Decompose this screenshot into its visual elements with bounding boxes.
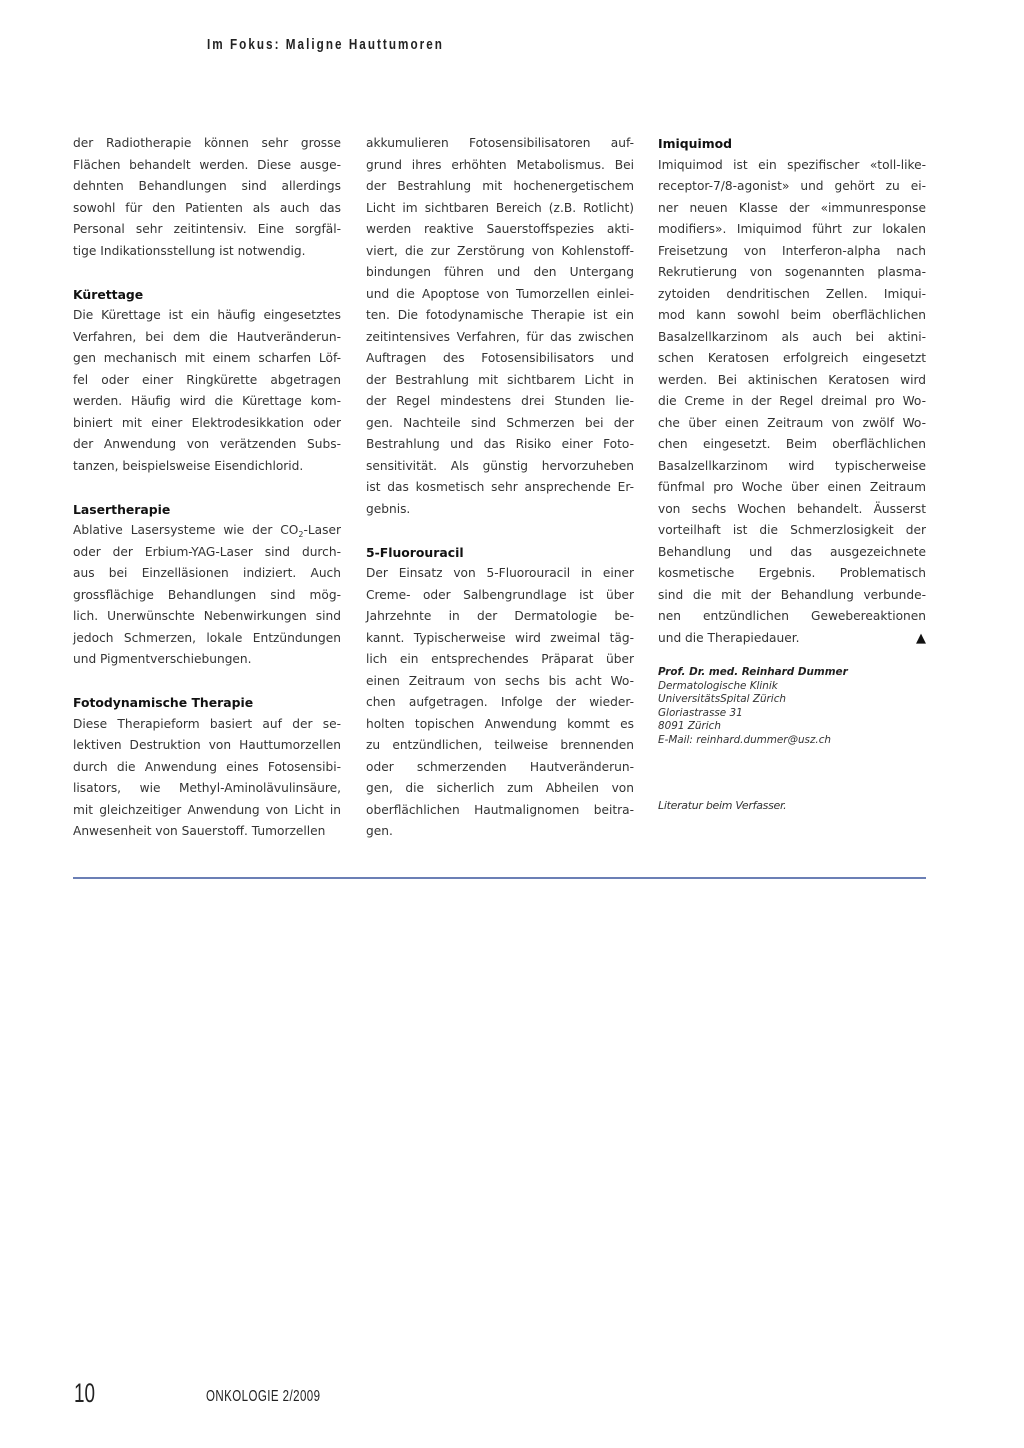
text-line: Der Einsatz von 5-Fluorouracil in einer (366, 566, 634, 580)
text-line: Personal sehr zeitintensiv. Eine sorgfäl- (73, 222, 341, 236)
text-line: durch die Anwendung eines Fotosensibi- (73, 759, 341, 774)
section-heading: 5-Fluorouracil (366, 544, 464, 560)
text-line: sensitivität. Als günstig hervorzuheben (366, 458, 634, 473)
section-heading: Fotodynamische Therapie (73, 695, 254, 710)
text-line: oder der Erbium-YAG-Laser sind durch- (73, 544, 341, 559)
body-paragraph (658, 155, 926, 650)
text-line: Jahrzehnte in der Dermatologie be- (366, 609, 634, 623)
text-line: Anwesenheit von Sauerstoff. Tumorzellen (73, 824, 326, 838)
text-line: und Pigmentverschiebungen. (73, 652, 252, 666)
author-name: Prof. Dr. med. Reinhard Dummer (658, 666, 848, 678)
text-line: Auftragen des Fotosensibilisators und (366, 351, 634, 365)
text-line: der Radiotherapie können sehr grosse (73, 136, 341, 150)
author-department: Dermatologische Klinik (658, 679, 778, 692)
text-line: werden reaktive Sauerstoffspezies akti- (366, 222, 634, 236)
text-line: oberflächlichen Hautmalignomen beitra- (366, 802, 634, 817)
text-line: die Creme in der Regel dreimal pro Wo- (658, 394, 926, 408)
text-line: lektiven Destruktion von Hauttumorzellen (73, 738, 341, 752)
text-line: ist das kosmetisch sehr ansprechende Er- (366, 480, 634, 494)
text-line: einen Zeitraum von sechs bis acht Wo- (366, 673, 634, 688)
text-line: und die Apoptose von Tumorzellen einlei- (366, 286, 634, 301)
author-email[interactable]: E-Mail: reinhard.dummer@usz.ch (658, 733, 832, 746)
text-line: sind die mit der Behandlung verbunde- (658, 587, 926, 602)
text-line: receptor-7/8-agonist» und gehört zu ei- (658, 179, 926, 193)
text-line: fünfmal pro Woche über einen Zeitraum (658, 480, 926, 494)
text-line: mod kann sowohl beim oberflächlichen (658, 308, 926, 322)
section-heading: Imiquimod (658, 136, 732, 151)
text-line: Behandlung und das ausgezeichnete (658, 544, 926, 559)
running-title: Im Fokus: Maligne Hauttumoren (207, 36, 444, 53)
text-line: kosmetische Ergebnis. Problematisch (658, 566, 926, 580)
body-paragraph (366, 563, 634, 843)
section-divider (73, 877, 926, 879)
end-of-article-triangle-icon: ▲ (916, 630, 926, 646)
article-column-3 (658, 133, 926, 649)
text-line: lich ein entsprechendes Präparat über (366, 652, 634, 666)
text-line: werden. Bei aktinischen Keratosen wird (658, 372, 926, 387)
text-line: akkumulieren Fotosensibilisatoren auf- (366, 136, 634, 150)
text-line: ten. Die fotodynamische Therapie ist ein (366, 308, 634, 322)
text-line: der Bestrahlung mit hochenergetischem (366, 179, 634, 193)
text-line: biniert mit einer Elektrodesikkation oder (73, 415, 341, 430)
text-line: tanzen, beispielsweise Eisendichlorid. (73, 458, 304, 473)
text-line: nen entzündlichen Gewebereaktionen (658, 609, 926, 623)
text-line: der Bestrahlung mit sichtbarem Licht in (366, 372, 634, 387)
text-line: zytoiden dendritischen Zellen. Imiqui- (658, 286, 926, 301)
text-line: Basalzellkarzinom wird typischerweise (658, 458, 926, 473)
text-line: aus bei Einzelläsionen indiziert. Auch (73, 566, 341, 580)
text-line: kannt. Typischerweise wird zweimal täg- (366, 630, 634, 645)
text-line: Basalzellkarzinom als auch bei aktini- (658, 329, 926, 344)
literature-note: Literatur beim Verfasser. (658, 799, 787, 812)
text-line: zu entzündlichen, teilweise brennenden (366, 738, 634, 752)
text-line: Licht im sichtbaren Bereich (z.B. Rotlicht) (366, 200, 634, 215)
text-line: lich. Unerwünschte Nebenwirkungen sind (73, 609, 341, 623)
text-line: Die Kürettage ist ein häufig eingesetztes (73, 308, 341, 322)
text-line: Rekrutierung von sogenannten plasma- (658, 265, 926, 279)
text-line: ner neuen Klasse der «immunresponse (658, 200, 926, 215)
text-line: und die Therapiedauer. ▲ (658, 628, 926, 650)
author-block (658, 666, 928, 748)
text-line: mit gleichzeitiger Anwendung von Licht in (73, 802, 341, 817)
body-paragraph (73, 714, 341, 843)
text-line: dehnten Behandlungen sind allerdings (73, 179, 341, 193)
text-line: gen. (366, 824, 393, 838)
text-line: vorteilhaft ist die Schmerzlosigkeit der (658, 523, 926, 537)
text-line: Ablative Lasersysteme wie der $CO_2$-Laser (73, 523, 341, 539)
text-line: schen Keratosen erfolgreich eingesetzt (658, 351, 926, 365)
text-line: tige Indikationsstellung ist notwendig. (73, 243, 306, 258)
text-line: lisators, wie Methyl-Aminolävulinsäure, (73, 781, 341, 795)
body-paragraph (73, 520, 341, 671)
text-line: chen eingesetzt. Beim oberflächlichen (658, 437, 926, 451)
article-column-1 (73, 133, 341, 843)
text-line: jedoch Schmerzen, lokale Entzündungen (73, 630, 341, 645)
text-line: gen mechanisch mit einem scharfen Löf- (73, 351, 341, 365)
text-line: Imiquimod ist ein spezifischer «toll-like- (658, 157, 926, 172)
text-line: Diese Therapieform basiert auf der se- (73, 716, 341, 731)
author-city: 8091 Zürich (658, 720, 721, 733)
text-line: bindungen führen und den Untergang (366, 265, 634, 279)
text-line: Freisetzung von Interferon-alpha nach (658, 243, 926, 258)
text-line: Verfahren, bei dem die Hautveränderun- (73, 329, 341, 344)
page-number: 10 (74, 1378, 96, 1408)
text-line: von sechs Wochen behandelt. Äusserst (658, 501, 926, 516)
body-paragraph (73, 305, 341, 477)
text-line: grund ihres erhöhten Metabolismus. Bei (366, 157, 634, 172)
text-line: zeitintensives Verfahren, für das zwischen (366, 329, 634, 344)
text-line: werden. Häufig wird die Kürettage kom- (73, 394, 341, 408)
text-line: der Anwendung von verätzenden Subs- (73, 437, 341, 451)
section-heading: Lasertherapie (73, 501, 171, 517)
section-heading: Kürettage (73, 286, 144, 302)
body-paragraph (366, 133, 634, 520)
text-line: modifiers». Imiquimod führt zur lokalen (658, 222, 926, 236)
text-line: chen aufgetragen. Infolge der wieder- (366, 695, 634, 709)
text-line: grossflächige Behandlungen sind mög- (73, 587, 341, 602)
text-line: viert, die zur Zerstörung von Kohlenstoff- (366, 243, 634, 258)
text-line: gen. Nachteile sind Schmerzen bei der (366, 415, 634, 430)
text-line: holten topischen Anwendung kommt es (366, 716, 634, 731)
text-line: Flächen behandelt werden. Diese ausge- (73, 157, 341, 172)
journal-issue: ONKOLOGIE 2/2009 (206, 1388, 321, 1405)
text-line: oder schmerzenden Hautveränderun- (366, 759, 634, 774)
text-line: gebnis. (366, 501, 411, 516)
text-line: sowohl für den Patienten als auch das (73, 200, 341, 215)
body-paragraph (73, 133, 341, 262)
text-line: che über einen Zeitraum von zwölf Wo- (658, 415, 926, 430)
text-line: Creme- oder Salbengrundlage ist über (366, 587, 634, 602)
author-institution: UniversitätsSpital Zürich (658, 693, 786, 706)
text-line: fel oder einer Ringkürette abgetragen (73, 372, 341, 387)
article-column-2 (366, 133, 634, 843)
text-line: der Regel mindestens drei Stunden lie- (366, 394, 634, 408)
text-line: Bestrahlung und das Risiko einer Foto- (366, 437, 634, 451)
author-street: Gloriastrasse 31 (658, 706, 743, 719)
text-line: gen, die sicherlich zum Abheilen von (366, 781, 634, 795)
